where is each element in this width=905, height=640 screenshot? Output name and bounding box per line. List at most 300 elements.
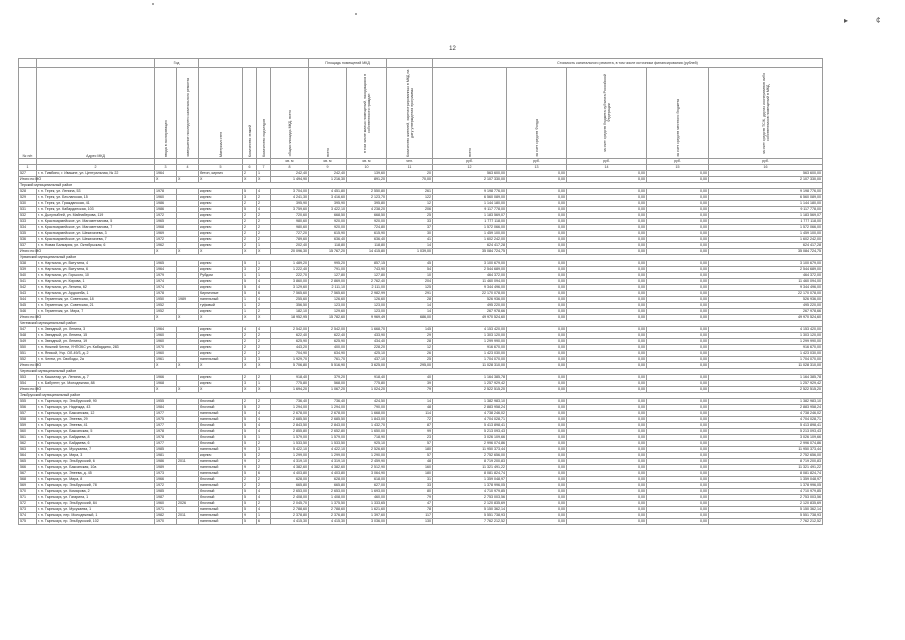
cell-col-13: 0,00: [507, 381, 567, 387]
cell-col-10: 615,90: [347, 231, 387, 237]
unit-cell-14: руб.: [567, 159, 647, 165]
cell-col-2: г. п. Нижний Чегем, УНПОКС ул. Кабардино, 283: [37, 345, 155, 351]
corner-mark-left: ▸: [844, 16, 849, 25]
cell-col-10: 891,20: [347, 177, 387, 183]
cell-col-6: 9: [243, 465, 257, 471]
cell-col-3: 1961: [155, 357, 177, 363]
cell-col-4: X: [177, 249, 199, 255]
cell-col-10: 3 625,00: [347, 363, 387, 369]
cell-col-10: 2 982,99: [347, 291, 387, 297]
cell-col-11: 130: [387, 519, 433, 525]
cell-col-3: 1965: [155, 261, 177, 267]
cell-col-2: г. п. Терек, ул. Ленина, 53: [37, 189, 155, 195]
cell-col-13: 0,00: [507, 495, 567, 501]
cell-col-13: 0,00: [507, 513, 567, 519]
cell-col-5: блочный: [199, 501, 243, 507]
cell-col-9: 1 299,00: [309, 453, 347, 459]
cell-col-15: 0,00: [647, 207, 709, 213]
cell-col-16: 1 303 120,00: [709, 333, 823, 339]
cell-col-5: кирпич: [199, 201, 243, 207]
cell-col-1: 573: [19, 507, 37, 513]
cell-col-15: 0,00: [647, 225, 709, 231]
header-year-group: Год: [155, 59, 199, 68]
cell-col-1: 555: [19, 399, 37, 405]
cell-col-15: 0,00: [647, 351, 709, 357]
cell-col-15: 0,00: [647, 279, 709, 285]
cell-col-1: 554: [19, 381, 37, 387]
cell-col-6: 2: [243, 483, 257, 489]
cell-col-10: 3 036,00: [347, 519, 387, 525]
cell-col-3: 1989: [155, 465, 177, 471]
cell-col-12: 9 117 778,00: [433, 207, 507, 213]
cell-col-15: 0,00: [647, 459, 709, 465]
cell-col-12: 1 423 030,00: [433, 351, 507, 357]
cell-col-3: 1974: [155, 279, 177, 285]
cell-col-8: 20 096,30: [271, 249, 309, 255]
cell-col-15: 0,00: [647, 447, 709, 453]
cell-col-13: 0,00: [507, 285, 567, 291]
cell-col-14: 0,00: [567, 411, 647, 417]
cell-col-10: 3 064,90: [347, 471, 387, 477]
column-number-3: 3: [155, 165, 177, 171]
cell-col-2: г. п. Красноармейское, ул. Шекихачева, 3: [37, 231, 155, 237]
cell-col-3: 1964: [155, 171, 177, 177]
cell-col-3: 1974: [155, 285, 177, 291]
cell-col-3: 1975: [155, 417, 177, 423]
cell-col-8: 255,60: [271, 297, 309, 303]
cell-col-11: 25: [387, 213, 433, 219]
cell-col-11: 78: [387, 507, 433, 513]
cell-col-16: 4 738 246,02: [709, 411, 823, 417]
cell-col-3: 1968: [155, 225, 177, 231]
unit-cell-15: руб.: [647, 159, 709, 165]
cell-col-9: 995,20: [309, 261, 347, 267]
cell-col-1: 548: [19, 333, 37, 339]
cell-col-16: 1 257 929,42: [709, 381, 823, 387]
cell-col-13: 0,00: [507, 441, 567, 447]
cell-col-3: 1960: [155, 195, 177, 201]
cell-col-2: г. п. Герменчик, ул. Советская, 18: [37, 297, 155, 303]
unit-cell-8: кв. м: [271, 159, 309, 165]
cell-col-14: 0,00: [567, 327, 647, 333]
cell-col-8: 4 241,30: [271, 195, 309, 201]
cell-col-12: 624 417,28: [433, 243, 507, 249]
cell-col-9: 761,70: [309, 357, 347, 363]
cell-col-1: 549: [19, 339, 37, 345]
cell-col-11: 12: [387, 201, 433, 207]
cell-col-6: 2: [243, 351, 257, 357]
section-title: Чегемский муниципальный район: [19, 321, 823, 327]
cell-col-6: 9: [243, 459, 257, 465]
cell-col-14: 0,00: [567, 303, 647, 309]
cell-col-11: 145: [387, 327, 433, 333]
cell-col-7: 2: [257, 483, 271, 489]
cell-col-16: 624 417,28: [709, 243, 823, 249]
cell-col-1: 538: [19, 261, 37, 267]
cell-col-14: 0,00: [567, 339, 647, 345]
cell-col-6: X: [243, 387, 257, 393]
cell-col-7: 3: [257, 357, 271, 363]
column-number-2: 2: [37, 165, 155, 171]
cell-col-13: 0,00: [507, 195, 567, 201]
cell-col-7: 2: [257, 351, 271, 357]
cell-col-3: 1977: [155, 423, 177, 429]
cell-col-2: г. п. Тырныауз, пер. Молодежный, 1: [37, 513, 155, 519]
cell-col-15: 0,00: [647, 171, 709, 177]
cell-col-10: 460,00: [347, 495, 387, 501]
cell-col-8: 18 952,95: [271, 315, 309, 321]
cell-col-13: 0,00: [507, 273, 567, 279]
cell-col-10: 437,10: [347, 357, 387, 363]
cell-col-10: 9 969,49: [347, 315, 387, 321]
cell-col-10: 434,40: [347, 339, 387, 345]
cell-col-3: 1955: [155, 399, 177, 405]
cell-col-9: 3 422,10: [309, 207, 347, 213]
cell-col-1: 532: [19, 213, 37, 219]
cell-col-8: 2 678,00: [271, 411, 309, 417]
cell-col-9: 615,90: [309, 231, 347, 237]
cell-col-16: 2 753 003,56: [709, 495, 823, 501]
cell-col-11: 70,00: [387, 177, 433, 183]
cell-col-5: блочный: [199, 399, 243, 405]
cell-col-16: 11 321 491,22: [709, 465, 823, 471]
cell-col-15: 0,00: [647, 231, 709, 237]
unit-cell-11: чел.: [387, 159, 433, 165]
cell-col-7: 1: [257, 273, 271, 279]
cell-col-14: 0,00: [567, 381, 647, 387]
cell-col-7: 1: [257, 513, 271, 519]
cell-col-11: 180: [387, 471, 433, 477]
cell-col-14: 0,00: [567, 441, 647, 447]
cell-col-13: 0,00: [507, 477, 567, 483]
cell-col-10: 2 762,40: [347, 279, 387, 285]
cell-col-2: г. п. Тырныауз, пр. Эльбрусский, 78: [37, 483, 155, 489]
cell-col-14: 0,00: [567, 375, 647, 381]
cell-col-13: 0,00: [507, 435, 567, 441]
cell-col-7: 1: [257, 261, 271, 267]
cell-col-11: 20: [387, 171, 433, 177]
cell-col-10: 918,40: [347, 375, 387, 381]
cell-col-13: 0,00: [507, 489, 567, 495]
cell-col-10: 424,50: [347, 399, 387, 405]
cell-col-5: кирпич: [199, 333, 243, 339]
cell-col-14: 0,00: [567, 285, 647, 291]
cell-col-8: 5 422,10: [271, 447, 309, 453]
cell-col-14: 0,00: [567, 357, 647, 363]
cell-col-8: 222,70: [271, 273, 309, 279]
cell-col-5: кирпич: [199, 207, 243, 213]
cell-col-15: 0,00: [647, 399, 709, 405]
cell-col-12: 5 413 898,41: [433, 423, 507, 429]
cell-col-15: 0,00: [647, 411, 709, 417]
cell-col-7: 2: [257, 231, 271, 237]
cell-col-3: X: [155, 177, 177, 183]
cell-col-6: 2: [243, 477, 257, 483]
cell-col-9: 2 542,00: [309, 327, 347, 333]
cell-col-8: 395,90: [271, 201, 309, 207]
cell-col-10: 1 668,70: [347, 327, 387, 333]
cell-col-14: 0,00: [567, 429, 647, 435]
cell-col-13: 0,00: [507, 279, 567, 285]
cell-col-2: г. п. Тырныауз, ул. Мира, 3: [37, 453, 155, 459]
cell-col-3: 1978: [155, 429, 177, 435]
cell-col-5: кирпич: [199, 261, 243, 267]
cell-col-9: 2 685,50: [309, 417, 347, 423]
cell-col-16: 1 183 569,07: [709, 213, 823, 219]
column-number-4: 4: [177, 165, 199, 171]
cell-col-12: 3 100 679,00: [433, 261, 507, 267]
cell-col-16: 9 344 496,00: [709, 285, 823, 291]
cell-col-14: 0,00: [567, 273, 647, 279]
cell-col-6: 5: [243, 501, 257, 507]
cell-col-3: 1986: [155, 207, 177, 213]
cell-col-1: 529: [19, 195, 37, 201]
cell-col-6: X: [243, 249, 257, 255]
cell-col-12: 5 150 362,14: [433, 507, 507, 513]
cell-col-15: 0,00: [647, 291, 709, 297]
cell-col-5: X: [199, 249, 243, 255]
cell-col-8: 775,80: [271, 381, 309, 387]
cell-col-11: 122: [387, 195, 433, 201]
cell-col-2: г. п. Тырныауз, ул. Байдаева, 6: [37, 441, 155, 447]
cell-col-11: 28: [387, 339, 433, 345]
cell-col-8: 182,10: [271, 309, 309, 315]
corner-mark-right: ¢: [876, 16, 881, 25]
cell-col-3: 1972: [155, 237, 177, 243]
cell-col-15: 0,00: [647, 267, 709, 273]
column-number-15: 15: [647, 165, 709, 171]
cell-col-7: 4: [257, 489, 271, 495]
cell-col-1: 537: [19, 243, 37, 249]
cell-col-5: кирпич: [199, 453, 243, 459]
cell-col-11: 12: [387, 345, 433, 351]
cell-col-7: 4: [257, 411, 271, 417]
cell-col-4: 2011: [177, 459, 199, 465]
cell-col-7: 2: [257, 201, 271, 207]
cell-col-15: 0,00: [647, 345, 709, 351]
cell-col-7: 2: [257, 213, 271, 219]
cell-col-14: 0,00: [567, 465, 647, 471]
cell-col-11: 1 039,00: [387, 249, 433, 255]
header-residents: Количество жителей, зарегистрированных в МКД на дату утверждения программы: [387, 68, 433, 159]
cell-col-16: 563 600,00: [709, 171, 823, 177]
column-number-13: 13: [507, 165, 567, 171]
cell-col-3: 1966: [155, 375, 177, 381]
cell-col-8: 2 653,00: [271, 489, 309, 495]
cell-col-6: 2: [243, 171, 257, 177]
cell-col-11: 54: [387, 267, 433, 273]
cell-col-5: панельный: [199, 411, 243, 417]
cell-col-15: 0,00: [647, 483, 709, 489]
cell-col-16: 1 459 100,00: [709, 231, 823, 237]
cell-col-14: 0,00: [567, 309, 647, 315]
cell-col-7: X: [257, 387, 271, 393]
cell-col-11: 79: [387, 495, 433, 501]
cell-col-9: 15 782,60: [309, 315, 347, 321]
cell-col-13: 0,00: [507, 249, 567, 255]
cell-col-7: 2: [257, 219, 271, 225]
cell-col-13: 0,00: [507, 345, 567, 351]
header-cost-region: за счет средств бюджета субъекта Российской Федерации: [567, 68, 647, 159]
cell-col-16: 2 107 330,00: [709, 177, 823, 183]
cell-col-15: 0,00: [647, 519, 709, 525]
cell-col-8: 980,60: [271, 219, 309, 225]
cell-col-13: 0,00: [507, 351, 567, 357]
cell-col-2: г. п. Герменчик, ул. Советская, 21: [37, 303, 155, 309]
cell-col-15: 0,00: [647, 387, 709, 393]
cell-col-6: X: [243, 363, 257, 369]
cell-col-12: 5 213 093,43: [433, 429, 507, 435]
cell-col-13: 0,00: [507, 231, 567, 237]
cell-col-10: 433,90: [347, 333, 387, 339]
cell-col-7: 2: [257, 225, 271, 231]
cell-col-6: 5: [243, 489, 257, 495]
cell-col-3: 1952: [155, 309, 177, 315]
cell-col-3: 1970: [155, 345, 177, 351]
cell-col-9: 3 416,60: [309, 195, 347, 201]
cell-col-7: 2: [257, 441, 271, 447]
cell-col-5: панельный: [199, 471, 243, 477]
cell-col-13: 0,00: [507, 417, 567, 423]
cell-col-1: 570: [19, 489, 37, 495]
cell-col-2: г. п. Бабугент, ул. Молодежная, 88: [37, 381, 155, 387]
cell-col-9: 668,50: [309, 213, 347, 219]
cell-col-5: блочный: [199, 405, 243, 411]
cell-col-6: 1: [243, 303, 257, 309]
cell-col-16: 916 670,00: [709, 345, 823, 351]
cell-col-2: г. п. Нарткала, ул. Кирова, 1: [37, 279, 155, 285]
cell-col-5: блочный: [199, 429, 243, 435]
cell-col-10: 395,80: [347, 201, 387, 207]
cell-col-3: 1962: [155, 243, 177, 249]
cell-col-8: 622,40: [271, 333, 309, 339]
cell-col-2: г. п. Терек, ул. Кабардинская, 103: [37, 207, 155, 213]
cell-col-15: 0,00: [647, 273, 709, 279]
cell-col-11: 261: [387, 189, 433, 195]
cell-col-3: 1952: [155, 303, 177, 309]
cell-col-9: 920,00: [309, 225, 347, 231]
cell-col-12: 11 460 094,00: [433, 279, 507, 285]
unit-cell-13: руб.: [507, 159, 567, 165]
cell-col-5: кирпич: [199, 327, 243, 333]
cell-col-5: панельный: [199, 483, 243, 489]
cell-col-8: 720,60: [271, 213, 309, 219]
cell-col-5: блочный: [199, 477, 243, 483]
header-address: Адрес МКД: [37, 68, 155, 159]
cell-col-6: X: [243, 177, 257, 183]
cell-col-6: 5: [243, 429, 257, 435]
cell-col-3: 1972: [155, 213, 177, 219]
cell-col-12: 4 738 246,02: [433, 411, 507, 417]
cell-col-8: 1 294,00: [271, 405, 309, 411]
cell-col-15: 0,00: [647, 417, 709, 423]
cell-col-16: 1 382 983,10: [709, 399, 823, 405]
cell-col-3: 1964: [155, 267, 177, 273]
cell-col-16: 11 028 310,00: [709, 363, 823, 369]
section-title: Урванский муниципальный район: [19, 255, 823, 261]
cell-col-6: 5: [243, 411, 257, 417]
cell-col-8: 727,20: [271, 231, 309, 237]
cell-col-15: 0,00: [647, 237, 709, 243]
cell-col-14: 0,00: [567, 507, 647, 513]
cell-col-1: 559: [19, 423, 37, 429]
cell-col-16: 2 996 074,86: [709, 441, 823, 447]
cell-col-3: 1985: [155, 489, 177, 495]
cell-col-3: 1960: [155, 333, 177, 339]
cell-col-3: 1985: [155, 447, 177, 453]
cell-col-1: 543: [19, 291, 37, 297]
cell-col-14: 0,00: [567, 189, 647, 195]
cell-col-16: 464 372,00: [709, 273, 823, 279]
cell-col-7: 4: [257, 423, 271, 429]
cell-col-8: 4 382,60: [271, 465, 309, 471]
cell-col-9: 1 533,50: [309, 441, 347, 447]
cell-col-12: 267 978,66: [433, 309, 507, 315]
cell-col-5: блочный: [199, 495, 243, 501]
cell-col-16: 22 170 078,00: [709, 291, 823, 297]
cell-col-7: 2: [257, 333, 271, 339]
cell-col-3: 1982: [155, 513, 177, 519]
cell-col-2: г. п. Новая Балкария, ул. Октябрьская, 6: [37, 243, 155, 249]
cell-col-13: 0,00: [507, 189, 567, 195]
cell-col-11: 160: [387, 465, 433, 471]
cell-col-3: 1950: [155, 297, 177, 303]
cell-col-12: 2 544 689,00: [433, 267, 507, 273]
cell-col-8: 3 759,60: [271, 207, 309, 213]
cell-col-15: 0,00: [647, 465, 709, 471]
cell-col-9: 15 767,20: [309, 249, 347, 255]
cell-col-12: 1 602 242,00: [433, 237, 507, 243]
cell-col-15: 0,00: [647, 327, 709, 333]
cell-col-3: 1978: [155, 291, 177, 297]
cell-col-13: 0,00: [507, 177, 567, 183]
cell-col-12: 6 560 089,00: [433, 195, 507, 201]
cell-col-10: 1 693,00: [347, 489, 387, 495]
cell-col-3: 1981: [155, 453, 177, 459]
cell-col-7: 2: [257, 477, 271, 483]
cell-col-11: 28: [387, 297, 433, 303]
cell-col-8: 242,40: [271, 171, 309, 177]
cell-col-11: 37: [387, 225, 433, 231]
cell-col-7: 2: [257, 501, 271, 507]
cell-col-10: 1 650,00: [347, 429, 387, 435]
cell-col-4: X: [177, 387, 199, 393]
cell-col-13: 0,00: [507, 387, 567, 393]
cell-col-2: г. п. Тырныауз, пр. Эльбрусский, 84: [37, 501, 155, 507]
cell-col-15: 0,00: [647, 375, 709, 381]
cell-col-16: 1 572 066,00: [709, 225, 823, 231]
cell-col-15: 0,00: [647, 309, 709, 315]
cell-col-12: 1 183 569,07: [433, 213, 507, 219]
cell-col-4: [177, 519, 199, 525]
cell-col-1: 565: [19, 459, 37, 465]
section-title: Эльбрусский муниципальный район: [19, 393, 823, 399]
cell-col-15: 0,00: [647, 507, 709, 513]
cell-col-8: 2 045,70: [271, 501, 309, 507]
header-row-no: № п/п: [19, 68, 37, 159]
cell-col-10: 14 415,80: [347, 249, 387, 255]
cell-col-3: 1968: [155, 381, 177, 387]
cell-col-2: г. п. Звездный, ул. Ленина, 15: [37, 333, 155, 339]
cell-col-8: 2 542,00: [271, 327, 309, 333]
cell-col-5: кирпич: [199, 243, 243, 249]
cell-col-16: 5 551 738,93: [709, 513, 823, 519]
cell-col-13: 0,00: [507, 333, 567, 339]
cell-col-5: панельный: [199, 465, 243, 471]
cell-col-7: 1: [257, 435, 271, 441]
cell-col-4: 1989: [177, 297, 199, 303]
cell-col-9: 1 294,00: [309, 405, 347, 411]
